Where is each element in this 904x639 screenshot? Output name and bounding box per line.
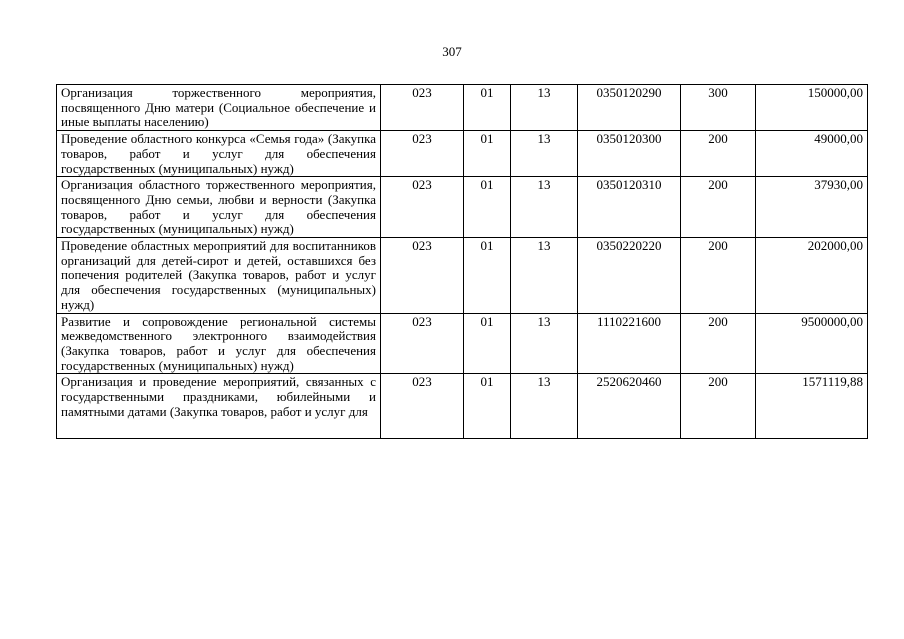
row-description: Организация и проведение мероприятий, связанных с государственными праздниками, юбилейными и памятными датами (Закупка товаров, работ и услуг для [57, 374, 381, 439]
row-description: Развитие и сопровождение региональной системы межведомственного электронного взаимодействия (Закупка товаров, работ и услуг для обеспечения государственных (муниципальных) нужд) [57, 313, 381, 374]
section-code: 01 [464, 374, 511, 439]
expense-type-code: 200 [681, 374, 756, 439]
amount-value: 9500000,00 [756, 313, 868, 374]
amount-value: 37930,00 [756, 177, 868, 238]
ministry-code: 023 [381, 131, 464, 177]
row-description: Проведение областного конкурса «Семья года» (Закупка товаров, работ и услуг для обеспечения государственных (муниципальных) нужд) [57, 131, 381, 177]
table-row [57, 177, 868, 238]
row-description: Организация торжественного мероприятия, посвященного Дню матери (Социальное обеспечение и иные выплаты населению) [57, 85, 381, 131]
expense-type-code: 200 [681, 131, 756, 177]
table-row [57, 313, 868, 374]
table-row [57, 85, 868, 131]
target-article-code: 0350220220 [578, 238, 681, 314]
ministry-code: 023 [381, 313, 464, 374]
section-code: 01 [464, 238, 511, 314]
table-row [57, 374, 868, 439]
amount-value: 150000,00 [756, 85, 868, 131]
page-number: 307 [442, 44, 462, 59]
amount-value: 202000,00 [756, 238, 868, 314]
amount-value: 49000,00 [756, 131, 868, 177]
target-article-code: 0350120310 [578, 177, 681, 238]
section-code: 01 [464, 85, 511, 131]
ministry-code: 023 [381, 374, 464, 439]
target-article-code: 1110221600 [578, 313, 681, 374]
target-article-code: 2520620460 [578, 374, 681, 439]
expense-type-code: 200 [681, 177, 756, 238]
table-row [57, 238, 868, 314]
row-description: Проведение областных мероприятий для воспитанников организаций для детей-сирот и детей, оставшихся без попечения родителей (Закупка товаров, работ и услуг для обеспечения государственных (муниципальных) нужд) [57, 238, 381, 314]
subsection-code: 13 [511, 177, 578, 238]
section-code: 01 [464, 313, 511, 374]
amount-value: 1571119,88 [756, 374, 868, 439]
section-code: 01 [464, 131, 511, 177]
expense-type-code: 200 [681, 238, 756, 314]
ministry-code: 023 [381, 85, 464, 131]
target-article-code: 0350120290 [578, 85, 681, 131]
budget-table [56, 84, 868, 439]
section-code: 01 [464, 177, 511, 238]
subsection-code: 13 [511, 374, 578, 439]
table-row [57, 131, 868, 177]
ministry-code: 023 [381, 238, 464, 314]
expense-type-code: 200 [681, 313, 756, 374]
expense-type-code: 300 [681, 85, 756, 131]
subsection-code: 13 [511, 313, 578, 374]
subsection-code: 13 [511, 238, 578, 314]
ministry-code: 023 [381, 177, 464, 238]
row-description: Организация областного торжественного мероприятия, посвященного Дню семьи, любви и верности (Закупка товаров, работ и услуг для обеспечения государственных (муниципальных) нужд) [57, 177, 381, 238]
subsection-code: 13 [511, 85, 578, 131]
target-article-code: 0350120300 [578, 131, 681, 177]
subsection-code: 13 [511, 131, 578, 177]
